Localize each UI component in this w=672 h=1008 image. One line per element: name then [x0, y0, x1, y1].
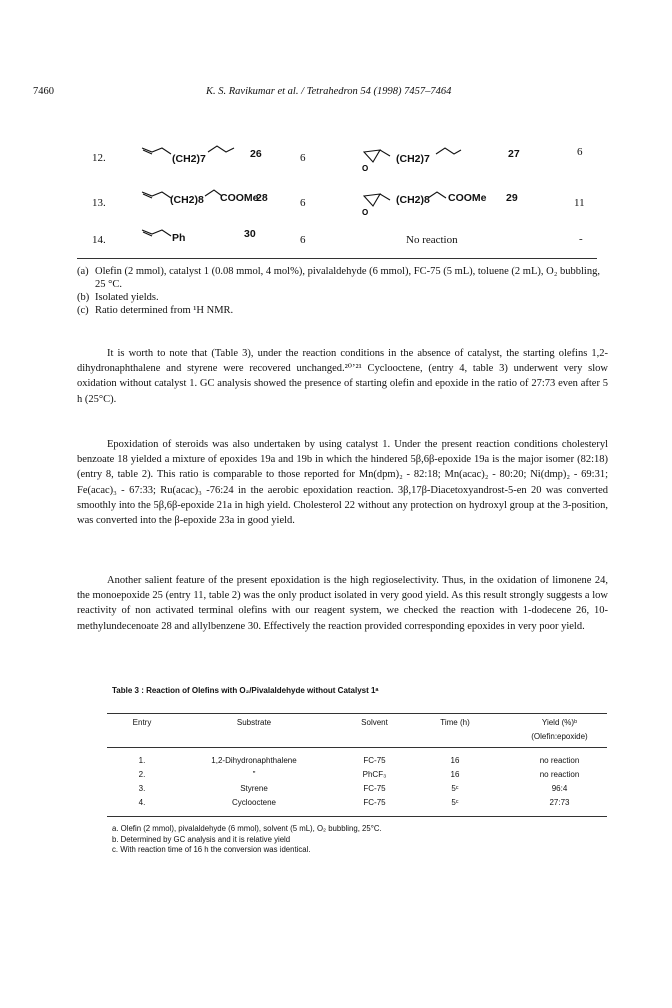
column-header: Entry — [132, 718, 152, 727]
time-value: 6 — [300, 152, 306, 164]
column-subheader: (Olefin:epoxide) — [531, 732, 588, 741]
compound-number: 29 — [506, 192, 518, 204]
table-row — [0, 190, 672, 216]
body-paragraph: Epoxidation of steroids was also undertaken by using catalyst 1. Under the present reaction conditions cholesteryl benzoate 18 yielded a mixture of epoxides 19a and 19b in which the hindered 5β,6β-epoxide 19a is the major isomer (82:18) (entry 8, table 2). This ratio is comparable to those reported for Mn(dpm)₂ - 82:18; Mn(acac)₂ - 80:20; Ni(dmp)₂ - 69:31; Fe(acac)₃ - 67:33; Ru(acac)₃ -76:24 in the aerobic epoxidation reaction. 3β,17β-Diacetoxyandrost-5-en 20 was converted smoothly into the 5β,6β-epoxide 21a in high yield. Cholesterol 22 without any protection on hydroxyl group at the 3-position, was converted into the β-epoxide 23a in good yield. — [77, 439, 608, 527]
footnote: (a) Olefin (2 mmol), catalyst 1 (0.08 mmol, 4 mol%), pivalaldehyde (6 mmol), FC-75 (5 mL), toluene (2 mL), O₂ bubbling, 25 °C. — [77, 266, 600, 290]
svg-text:O: O — [362, 208, 369, 216]
ester-group-label: COOMe — [220, 192, 259, 204]
compound-number: 30 — [244, 228, 256, 240]
column-header: Solvent — [361, 718, 388, 727]
table-row: 3. Styrene FC-75 5ᶜ 96:4 — [138, 784, 568, 793]
table-row — [0, 228, 672, 254]
column-header: Time (h) — [440, 718, 470, 727]
column-header: Yield (%)ᵇ — [541, 718, 578, 727]
footnote: a. Olefin (2 mmol), pivalaldehyde (6 mmol), solvent (5 mL), O₂ bubbling, 25°C. — [112, 824, 382, 833]
time-value: 6 — [300, 197, 306, 209]
footnote: b. Determined by GC analysis and it is relative yield — [112, 834, 291, 844]
chain-label: (CH2)8 — [170, 194, 204, 206]
table-bottom-rule — [107, 816, 607, 817]
footnote: (b) Isolated yields. — [77, 292, 159, 303]
chain-label: (CH2)7 — [396, 153, 430, 165]
chain-label: (CH2)8 — [396, 194, 430, 206]
table-row — [0, 148, 672, 174]
table-top-rule — [107, 713, 607, 714]
chain-label: (CH2)7 — [172, 153, 206, 165]
table-row: 4. Cyclooctene FC-75 5ᶜ 27:73 — [138, 798, 570, 807]
table-caption: Table 3 : Reaction of Olefins with O₂/Pivalaldehyde without Catalyst 1ᵃ — [112, 686, 379, 695]
phenyl-label: Ph — [172, 232, 186, 244]
page-number: 7460 — [33, 86, 54, 97]
yield-value: - — [579, 233, 583, 245]
compound-number: 26 — [250, 148, 262, 160]
column-header: Substrate — [236, 718, 272, 727]
footnote: c. With reaction time of 16 h the conversion was identical. — [112, 845, 311, 854]
running-head: K. S. Ravikumar et al. / Tetrahedron 54 (1998) 7457–7464 — [206, 86, 452, 97]
yield-value: 11 — [574, 197, 585, 209]
table-header-rule — [107, 747, 607, 748]
table2-footnotes — [77, 265, 607, 317]
ester-group-label: COOMe — [448, 192, 487, 204]
entry-number: 12. — [92, 152, 106, 164]
table-bottom-rule — [77, 258, 597, 259]
compound-number: 28 — [256, 192, 268, 204]
yield-value: 6 — [577, 146, 583, 158]
product-text: No reaction — [406, 234, 458, 246]
table-row: 1. 1,2-Dihydronaphthalene FC-75 16 no reaction — [138, 756, 580, 765]
body-paragraph: Another salient feature of the present epoxidation is the high regioselectivity. Thus, in the oxidation of limonene 24, the monoepoxide 25 (entry 11, table 2) was the only product isolated in very good yield. As this result strongly suggests a low reactivity of non activated terminal olefins with our reagent system, we checked the reaction with 1-dodecene 26, 10-methylundecenoate 28 and allylbenzene 30. Effectively the reaction provided corresponding epoxides in very poor yield. — [77, 575, 608, 632]
table3-footnotes — [112, 824, 382, 856]
body-paragraph: It is worth to note that (Table 3), under the reaction conditions in the absence of catalyst, the starting olefins 1,2-dihydronaphthalene and styrene were recovered unchanged.²⁰ʼ²¹ Cyclooctene, (entry 4, table 3) underwent very slow oxidation without catalyst 1. GC analysis showed the presence of starting olefin and epoxide in the ratio of 27:73 even after 5 h (25°C). — [77, 348, 608, 405]
svg-text:O: O — [362, 164, 369, 172]
table-row: 2. " PhCF₃ 16 no reaction — [138, 770, 580, 779]
time-value: 6 — [300, 234, 306, 246]
footnote: (c) Ratio determined from ¹H NMR. — [77, 305, 234, 316]
compound-number: 27 — [508, 148, 520, 160]
entry-number: 14. — [92, 234, 106, 246]
entry-number: 13. — [92, 197, 106, 209]
